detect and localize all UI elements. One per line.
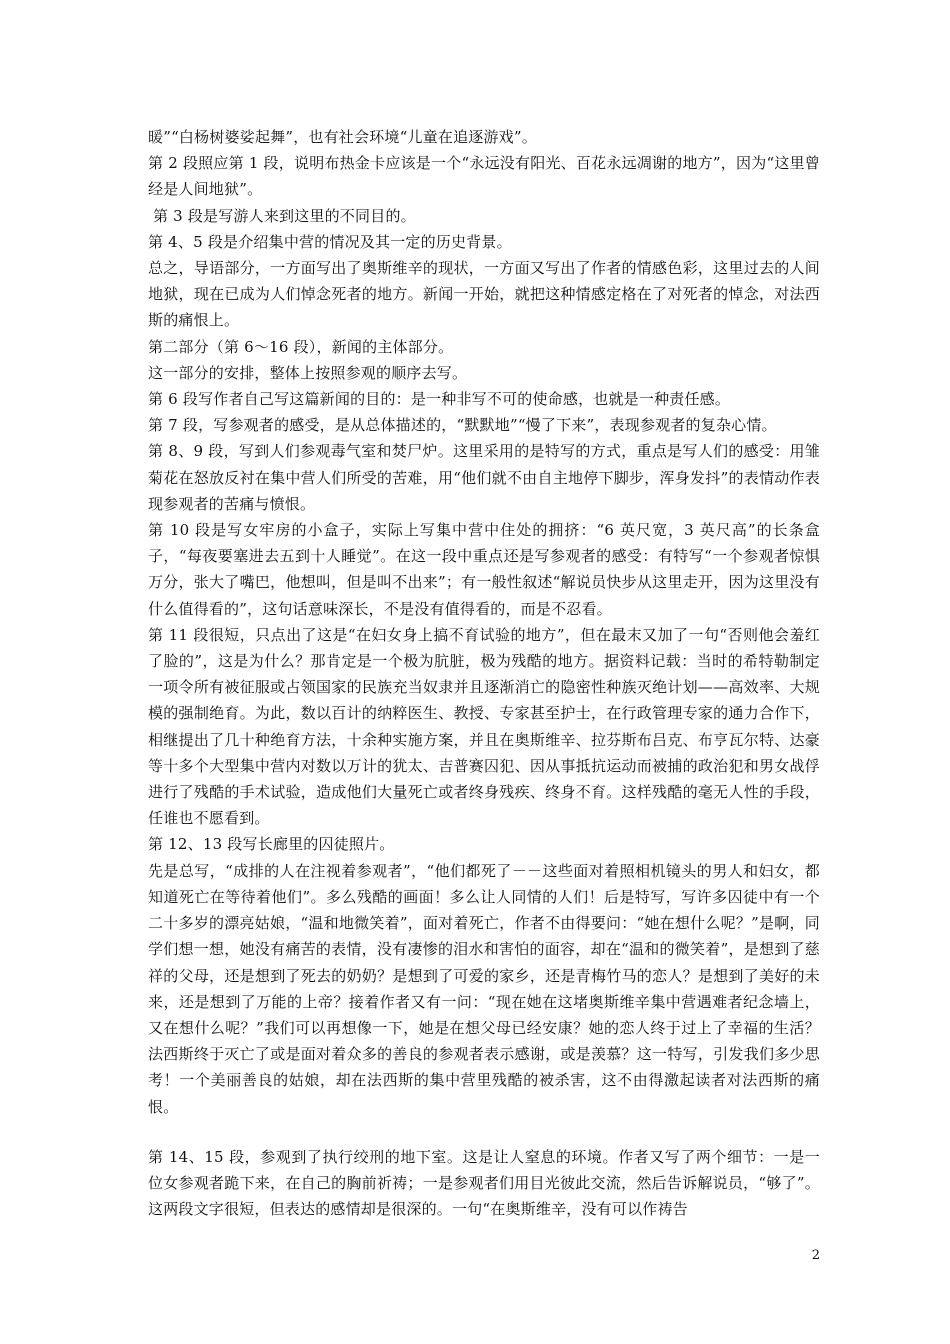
paragraph-1: 暖”“白杨树婆娑起舞”，也有社会环境“儿童在追逐游戏”。 <box>148 128 537 146</box>
paragraph-15: 第 14、15 段，参观到了执行绞刑的地下室。这是让人窒息的环境。作者又写了两个细节：一是一位女参观者跪下来，在自己的胸前祈祷；一是参观者们用目光彼此交流，然后告诉解说员，“够了”。这两段文字很短，但表达的感情却是很深的。一句“在奥斯维辛，没有可以作祷告 <box>148 1147 820 1219</box>
paragraph-12: 第 11 段很短，只点出了这是“在妇女身上搞不育试验的地方”，但在最末又加了一句“否则他会羞红了脸的”，这是为什么？那肯定是一个极为肮脏，极为残酷的地方。据资料记载：当时的希特勒制定一项令所有被征服或占领国家的民族充当奴隶并且逐渐消亡的隐密性种族灭绝计划——高效率、大规模的强制绝育。为此，数以百计的纳粹医生、教授、专家甚至护士，在行政管理专家的通力合作下，相继提出了几十种绝育方法，十余种实施方案，并且在奥斯维辛、拉芬斯布吕克、布亨瓦尔特、达豪等十多个大型集中营内对数以万计的犹太、吉普赛囚犯、因从事抵抗运动而被捕的政治犯和男女战俘进行了残酷的手术试验，造成他们大量死亡或者终身残疾、终身不育。这样残酷的毫无人性的手段，任谁也不愿看到。 <box>148 625 820 828</box>
paragraph-3: 第 3 段是写游人来到这里的不同目的。 <box>148 206 416 225</box>
paragraph-4: 第 4、5 段是介绍集中营的情况及其一定的历史背景。 <box>148 232 512 251</box>
page-number: 2 <box>811 1248 820 1263</box>
paragraph-9: 第 7 段，写参观者的感受，是从总体描述的，“默默地”“慢了下来”，表现参观者的复杂心情。 <box>148 416 777 435</box>
paragraph-7: 这一部分的安排，整体上按照参观的顺序去写。 <box>148 363 468 382</box>
paragraph-2: 第 2 段照应第 1 段，说明布热金卡应该是一个“永远没有阳光、百花永远凋谢的地方”，因为“这里曾经是人间地狱”。 <box>148 154 820 199</box>
paragraph-6: 第二部分（第 6～16 段），新闻的主体部分。 <box>148 337 454 356</box>
paragraph-gap <box>148 1120 820 1144</box>
paragraph-10: 第 8、9 段，写到人们参观毒气室和焚尸炉。这里采用的是特写的方式，重点是写人们的感受：用雏菊花在怒放反衬在集中营人们所受的苦难，用“他们就不由自主地停下脚步，浑身发抖”的表情动作表现参观者的苦痛与愤恨。 <box>148 442 820 513</box>
paragraph-13: 第 12、13 段写长廊里的囚徒照片。 <box>148 835 395 854</box>
paragraph-8: 第 6 段写作者自己写这篇新闻的目的：是一种非写不可的使命感，也就是一种责任感。 <box>148 390 731 409</box>
paragraph-11: 第 10 段是写女牢房的小盒子，实际上写集中营中住处的拥挤：“6 英尺宽，3 英尺高”的长条盒子，“每夜要塞进去五到十人睡觉”。在这一段中重点还是写参观者的感受：有特写“一个参观者惊惧万分，张大了嘴巴，他想叫，但是叫不出来”；有一般性叙述“解说员快步从这里走开，因为这里没有什么值得看的”，这句话意味深长，不是没有值得看的，而是不忍看。 <box>148 521 820 618</box>
body-text <box>148 124 820 1222</box>
paragraph-14: 先是总写，“成排的人在注视着参观者”，“他们都死了－－这些面对着照相机镜头的男人和妇女，都知道死亡在等待着他们”。多么残酷的画面！多么让人同情的人们！后是特写，写许多囚徒中有一个二十多岁的漂亮姑娘，“温和地微笑着”，面对着死亡，作者不由得要问：“她在想什么呢？”是啊，同学们想一想，她没有痛苦的表情，没有凄惨的泪水和害怕的面容，却在“温和的微笑着”，是想到了慈祥的父母，还是想到了死去的奶奶？是想到了可爱的家乡，还是青梅竹马的恋人？是想到了美好的未来，还是想到了万能的上帝？接着作者又有一问：“现在她在这堵奥斯维辛集中营遇难者纪念墙上，又在想什么呢？”我们可以再想像一下，她是在想父母已经安康？她的恋人终于过上了幸福的生活？法西斯终于灭亡了或是面对着众多的善良的参观者表示感谢，或是羡慕？这一特写，引发我们多少思考！一个美丽善良的姑娘，却在法西斯的集中营里残酷的被杀害，这不由得激起读者对法西斯的痛恨。 <box>148 861 820 1116</box>
paragraph-5: 总之，导语部分，一方面写出了奥斯维辛的现状，一方面又写出了作者的情感色彩，这里过去的人间地狱，现在已成为人们悼念死者的地方。新闻一开始，就把这种情感定格在了对死者的悼念，对法西斯的痛恨上。 <box>148 259 820 330</box>
